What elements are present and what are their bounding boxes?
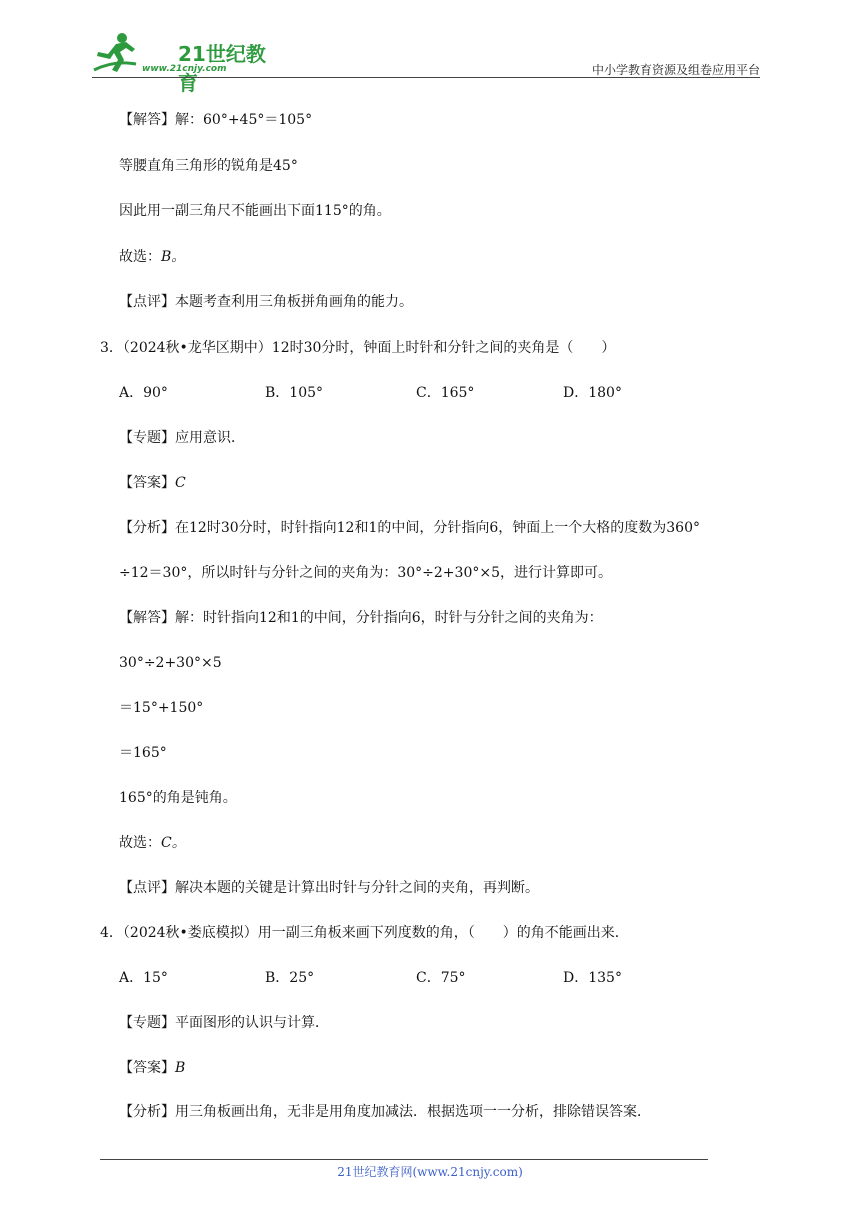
text-line: 30°÷2+30°×5 bbox=[119, 655, 222, 671]
site-name: 中小学教育资源及组卷应用平台 bbox=[591, 63, 760, 77]
text-line: 等腰直角三角形的锐角是45° bbox=[119, 158, 298, 174]
q3-option-a: A．90° bbox=[119, 385, 168, 401]
text-line: 【分析】在12时30分时，时针指向12和1的中间，分针指向6，钟面上一个大格的度数为360° bbox=[119, 520, 700, 536]
text-line: 故选：C。 bbox=[119, 835, 186, 851]
text-line: ÷12＝30°，所以时针与分针之间的夹角为：30°÷2+30°×5，进行计算即可。 bbox=[119, 565, 612, 581]
q4-option-a: A．15° bbox=[119, 970, 168, 986]
text-line: ＝15°+150° bbox=[119, 700, 204, 716]
text-line: 【答案】B bbox=[119, 1060, 186, 1076]
question-4: 4．（2024秋•娄底模拟）用一副三角板来画下列度数的角，（ ）的角不能画出来． bbox=[100, 925, 629, 941]
runner-logo-icon bbox=[92, 30, 140, 76]
text-line: 165°的角是钝角。 bbox=[119, 790, 237, 806]
text-line: 【点评】本题考查利用三角板拼角画角的能力。 bbox=[119, 294, 413, 310]
q3-option-c: C．165° bbox=[416, 385, 475, 401]
page-header bbox=[92, 30, 760, 95]
footer-divider bbox=[100, 1159, 708, 1160]
header-divider bbox=[92, 77, 760, 78]
text-line: 【分析】用三角板画出角，无非是用角度加减法．根据选项一一分析，排除错误答案． bbox=[119, 1104, 651, 1120]
text-line: 因此用一副三角尺不能画出下面115°的角。 bbox=[119, 203, 391, 219]
text-line: 【专题】应用意识． bbox=[119, 430, 245, 446]
footer-link[interactable]: 21世纪教育网(www.21cnjy.com) bbox=[337, 1165, 523, 1179]
q3-option-d: D．180° bbox=[563, 385, 622, 401]
text-line: 【点评】解决本题的关键是计算出时针与分针之间的夹角，再判断。 bbox=[119, 880, 539, 896]
q4-option-b: B．25° bbox=[265, 970, 315, 986]
text-line: 【专题】平面图形的认识与计算． bbox=[119, 1015, 329, 1031]
logo-text: 21世纪教育 bbox=[178, 42, 266, 95]
q3-option-b: B．105° bbox=[265, 385, 324, 401]
text-line: 【解答】解：60°+45°＝105° bbox=[119, 112, 313, 128]
q4-option-c: C．75° bbox=[416, 970, 466, 986]
text-line: ＝165° bbox=[119, 745, 167, 761]
text-line: 【解答】解：时针指向12和1的中间，分针指向6，时针与分针之间的夹角为： bbox=[119, 610, 603, 626]
question-3: 3．（2024秋•龙华区期中）12时30分时，钟面上时针和分针之间的夹角是（ ） bbox=[100, 340, 616, 356]
text-line: 故选：B。 bbox=[119, 249, 186, 265]
logo bbox=[92, 30, 267, 95]
logo-url: www.21cnjy.com bbox=[142, 64, 227, 74]
q4-option-d: D．135° bbox=[563, 970, 622, 986]
text-line: 【答案】C bbox=[119, 475, 186, 491]
